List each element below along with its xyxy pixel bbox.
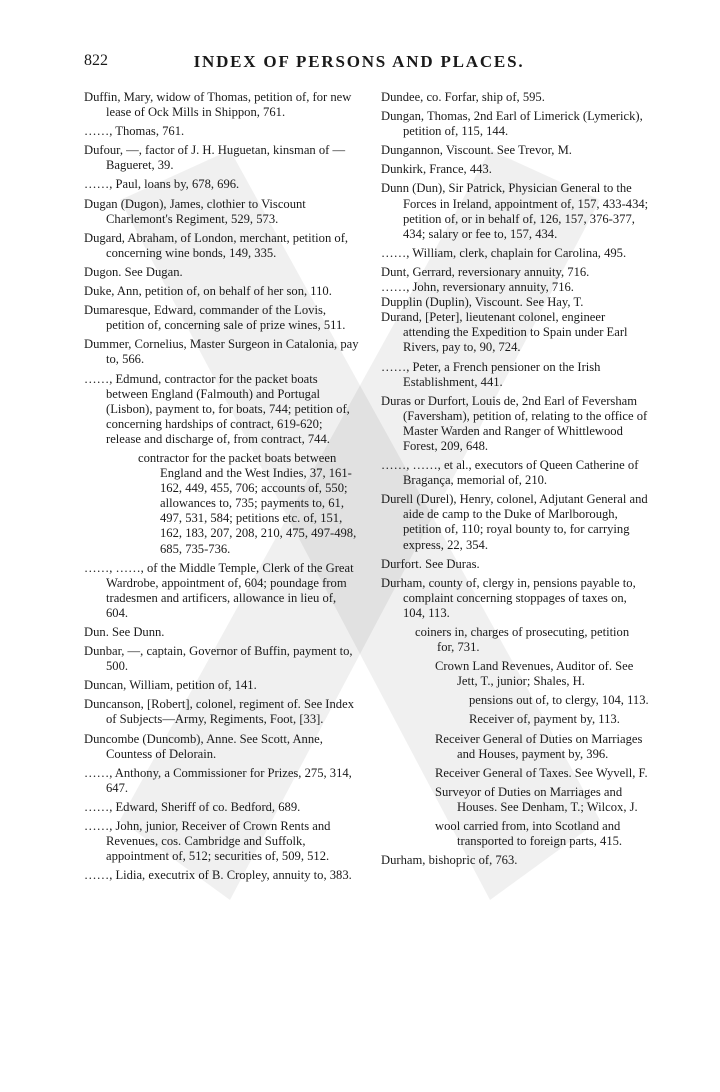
index-entry: Dufour, —, factor of J. H. Huguetan, kinsman of — Bagueret, 39. [84,143,346,173]
page-number: 822 [84,52,108,69]
index-entry: ……, Edward, Sheriff of co. Bedford, 689. [84,799,301,814]
index-entry: Duke, Ann, petition of, on behalf of her son, 110. [84,284,332,299]
index-entry: ……, Edmund, contractor for the packet boats between England (Falmouth) and Portugal (Lisbon), payment to, for boats, 744; petition of, concerning hardships of contract, 619-620; release and discharge of, from contract, 744. [84,371,350,446]
index-entry: ……, John, junior, Receiver of Crown Rents and Revenues, cos. Cambridge and Suffolk, appointment of, 512; securities of, 509, 512. [84,819,331,864]
index-entry: Dungan, Thomas, 2nd Earl of Limerick (Lymerick), petition of, 115, 144. [381,109,643,139]
index-entry: contractor for the packet boats between England and the West Indies, 37, 161-162, 449, 455, 706; accounts of, 550; allowances to, 735; payments to, 61, 497, 531, 584; petitions etc. of, 151, 162, 183, 207, 208, 210, 475, 497-498, 685, 735-736. [138,450,357,556]
index-entry: Duncanson, [Robert], colonel, regiment of. See Index of Subjects—Army, Regiments, Foot, [33]. [84,697,354,727]
index-column-right [381,90,649,872]
index-entry: Dunkirk, France, 443. [381,162,492,177]
index-entry: Dugon. See Dugan. [84,264,183,279]
index-entry: Crown Land Revenues, Auditor of. See Jett, T., junior; Shales, H. [435,659,634,689]
index-entry: ……, Paul, loans by, 678, 696. [84,177,240,192]
index-entry: ……, Anthony, a Commissioner for Prizes, 275, 314, 647. [84,765,352,795]
index-entry: Dunn (Dun), Sir Patrick, Physician General to the Forces in Ireland, appointment of, 157, 433-434; petition of, or in behalf of, 126, 157, 376-377, 434; salary or fee to, 157, 434. [381,181,649,241]
index-entry: Durham, bishopric of, 763. [381,853,518,868]
index-entry: Dundee, co. Forfar, ship of, 595. [381,90,545,104]
index-entry: Durham, county of, clergy in, pensions payable to, complaint concerning stoppages of taxes on, 104, 113. [381,575,636,620]
index-entry: Dunt, Gerrard, reversionary annuity, 716. [381,264,590,279]
index-entry: ……, Peter, a French pensioner on the Irish Establishment, 441. [381,359,601,389]
index-entry: Dupplin (Duplin), Viscount. See Hay, T. [381,295,584,310]
index-entry: Dugard, Abraham, of London, merchant, petition of, concerning wine bonds, 149, 335. [84,230,349,260]
index-entry: Dumaresque, Edward, commander of the Lovis, petition of, concerning sale of prize wines, 511. [84,303,346,333]
index-entry: ……, William, clerk, chaplain for Carolina, 495. [381,245,627,260]
index-entry: Durell (Durel), Henry, colonel, Adjutant General and aide de camp to the Duke of Marlborough, petition of, 110; royal bounty to, for carrying express, 22, 354. [381,492,648,552]
index-entry: Durfort. See Duras. [381,556,480,571]
index-entry: Dun. See Dunn. [84,625,165,639]
index-entry: Receiver General of Duties on Marriages and Houses, payment by, 396. [435,731,643,761]
index-entry: Dungannon, Viscount. See Trevor, M. [381,143,572,158]
index-entry: Duncombe (Duncomb), Anne. See Scott, Anne, Countess of Delorain. [84,731,323,761]
index-entry: Duras or Durfort, Louis de, 2nd Earl of Feversham (Faversham), petition of, relating to the office of Master Warden and Ranger of Whittlewood Forest, 209, 648. [381,393,648,453]
index-entry: Dugan (Dugon), James, clothier to Viscount Charlemont's Regiment, 529, 573. [84,196,306,226]
index-entry: ……, Lidia, executrix of B. Cropley, annuity to, 383. [84,868,352,883]
index-entry: pensions out of, to clergy, 104, 113. [469,693,649,708]
index-entry: Duncan, William, petition of, 141. [84,678,257,693]
index-entry: wool carried from, into Scotland and transported to foreign parts, 415. [435,819,623,849]
index-entry: ……, ……, of the Middle Temple, Clerk of the Great Wardrobe, appointment of, 604; poundage from tradesmen and artificers, allowance in lieu of, 604. [84,560,354,620]
index-entry: Durand, [Peter], lieutenant colonel, engineer attending the Expedition to Spain under Earl Rivers, pay to, 90, 724. [381,310,628,355]
index-entry: Receiver General of Taxes. See Wyvell, F. [435,765,648,780]
index-entry: Dunbar, —, captain, Governor of Buffin, payment to, 500. [84,644,353,674]
index-entry: coiners in, charges of prosecuting, petition for, 731. [415,625,630,655]
page-header [84,52,634,74]
index-entry: Duffin, Mary, widow of Thomas, petition of, for new lease of Ock Mills in Shippon, 761. [84,90,352,120]
index-column-left [84,90,360,887]
index-entry: ……, ……, et al., executors of Queen Catherine of Bragança, memorial of, 210. [381,458,639,488]
index-entry: ……, John, reversionary annuity, 716. [381,280,574,295]
index-entry: Receiver of, payment by, 113. [469,712,620,727]
index-entry: Surveyor of Duties on Marriages and Houses. See Denham, T.; Wilcox, J. [435,784,638,814]
index-entry: Dummer, Cornelius, Master Surgeon in Catalonia, pay to, 566. [84,337,359,367]
index-entry: ……, Thomas, 761. [84,124,185,139]
page-title: INDEX OF PERSONS AND PLACES. [193,52,525,71]
